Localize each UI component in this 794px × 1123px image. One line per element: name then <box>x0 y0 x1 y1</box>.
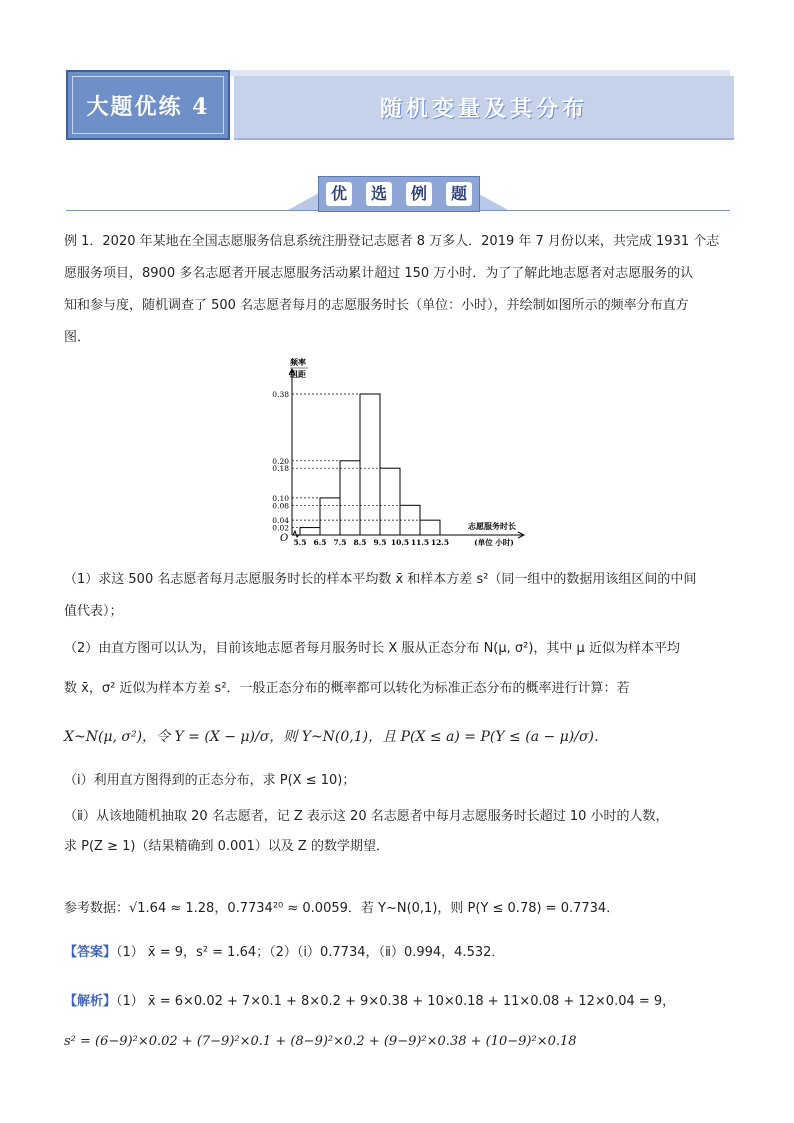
histogram-bar <box>300 528 320 535</box>
problem-line: 愿服务项目，8900 多名志愿者开展志愿服务活动累计超过 150 万小时．为了了解此地志愿者对志愿服务的认 <box>64 266 694 281</box>
y-axis-label-bottom: 组距 <box>290 369 306 379</box>
section-char: 选 <box>366 182 392 206</box>
sub-question-ii-cont: 求 P(Z ≥ 1)（结果精确到 0.001）以及 Z 的数学期望． <box>64 839 389 854</box>
question-line: 值代表）； <box>64 604 123 619</box>
question-1 <box>64 564 734 628</box>
origin-label: O <box>280 533 289 544</box>
problem-statement <box>64 226 734 354</box>
question-line: 数 x̄，σ² 近似为样本方差 s²．一般正态分布的概率都可以转化为标准正态分布的概率进行计算：若 <box>64 681 630 696</box>
x-tick-label: 5.5 <box>293 538 307 547</box>
section-char: 题 <box>446 182 472 206</box>
histogram-bar <box>340 461 360 535</box>
y-tick-label: 0.02 <box>272 523 289 533</box>
analysis-line: （1） x̄ = 6×0.02 + 7×0.1 + 8×0.2 + 9×0.38 + 10×0.18 + 11×0.08 + 12×0.04 = 9， <box>116 994 676 1009</box>
sub-question-i: （ⅰ）利用直方图得到的正态分布，求 P(X ≤ 10)； <box>64 773 356 788</box>
section-header <box>66 176 730 216</box>
y-tick-label: 0.38 <box>272 390 289 399</box>
section-char: 优 <box>326 182 352 206</box>
section-char: 例 <box>406 182 432 206</box>
y-tick-label: 0.08 <box>272 501 289 511</box>
page-title: 随机变量及其分布 <box>379 95 588 122</box>
x-axis-unit: (单位 小时) <box>474 538 514 547</box>
x-axis-label: 志愿服务时长 <box>468 521 516 531</box>
answer-text: （1） x̄ = 9，s² = 1.64；（2）（ⅰ）0.7734，（ⅱ）0.994，4.532． <box>116 945 505 960</box>
axis-break <box>293 531 299 537</box>
analysis-tag: 【解析】 <box>64 994 117 1009</box>
x-tick-label: 6.5 <box>313 538 327 547</box>
x-tick-label: 11.5 <box>410 538 430 547</box>
y-axis-label-top: 频率 <box>290 357 306 367</box>
x-tick-label: 7.5 <box>333 538 347 547</box>
answer-tag: 【答案】 <box>64 945 117 960</box>
histogram-bar <box>320 498 340 535</box>
x-tick-label: 12.5 <box>430 538 450 547</box>
title-banner <box>66 70 734 140</box>
x-tick-label: 9.5 <box>373 538 387 547</box>
analysis <box>64 982 734 1062</box>
question-2 <box>64 634 734 862</box>
section-title <box>318 176 480 212</box>
banner-title-box <box>234 76 734 140</box>
y-tick-label: 0.04 <box>272 516 289 526</box>
banner-label-box <box>66 70 230 140</box>
y-tick-label: 0.20 <box>272 456 289 466</box>
problem-line: 知和参与度，随机调查了 500 名志愿者每月的志愿服务时长（单位：小时），并绘制如图所示的频率分布直方 <box>64 298 689 313</box>
reference-data: 参考数据：√1.64 ≈ 1.28，0.7734²⁰ ≈ 0.0059．若 Y~N(0,1)，则 P(Y ≤ 0.78) = 0.7734． <box>64 901 620 916</box>
frequency-histogram <box>262 355 532 550</box>
histogram-bar <box>380 468 400 535</box>
question-line: （1）求这 500 名志愿者每月志愿服务时长的样本平均数 x̄ 和样本方差 s²（同一组中的数据用该组区间的中间 <box>64 572 697 587</box>
histogram-bar <box>360 394 380 535</box>
question-line: （2）由直方图可以认为，目前该地志愿者每月服务时长 X 服从正态分布 N(μ, σ²)，其中 μ 近似为样本平均 <box>64 641 680 656</box>
histogram-bar <box>420 520 440 535</box>
answer <box>64 937 734 969</box>
sub-question-ii: （ⅱ）从该地随机抽取 20 名志愿者，记 Z 表示这 20 名志愿者中每月志愿服务时长超过 10 小时的人数， <box>64 809 669 824</box>
x-tick-label: 8.5 <box>353 538 367 547</box>
y-tick-label: 0.10 <box>272 493 289 503</box>
banner-label: 大题优练 4 <box>72 76 224 134</box>
formula-line: X~N(μ, σ²)，令 Y = (X − μ)/σ，则 Y~N(0,1)，且 P(X ≤ a) = P(Y ≤ (a − μ)/σ)． <box>64 729 608 745</box>
y-tick-label: 0.18 <box>272 464 289 474</box>
problem-line: 例 1．2020 年某地在全国志愿服务信息系统注册登记志愿者 8 万多人．2019 年 7 月份以来，共完成 1931 个志 <box>64 234 720 249</box>
analysis-line: s² = (6−9)²×0.02 + (7−9)²×0.1 + (8−9)²×0.2 + (9−9)²×0.38 + (10−9)²×0.18 <box>64 1034 577 1049</box>
problem-line: 图． <box>64 330 91 345</box>
x-tick-label: 10.5 <box>390 538 410 547</box>
